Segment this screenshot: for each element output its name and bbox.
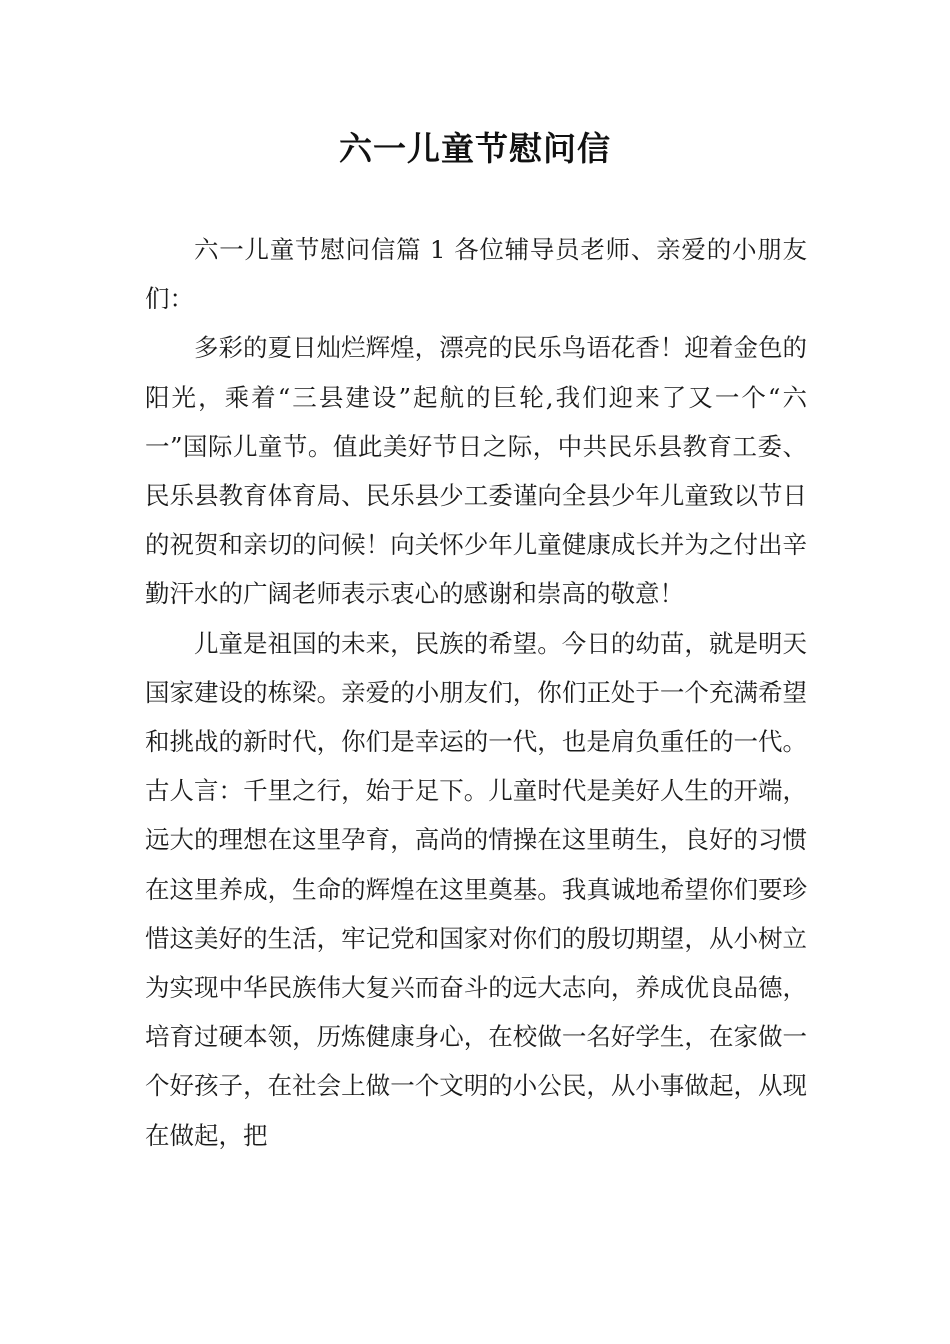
document-title: 六一儿童节慰问信 bbox=[339, 129, 611, 168]
paragraph-hope: 儿童是祖国的未来，民族的希望。今日的幼苗，就是明天国家建设的栋梁。亲爱的小朋友们，你们正处于一个充满希望和挑战的新时代，你们是幸运的一代，也是肩负重任的一代。古人言：千里之行，始于足下。儿童时代是美好人生的开端，远大的理想在这里孕育，高尚的情操在这里萌生，良好的习惯在这里养成，生命的辉煌在这里奠基。我真诚地希望你们要珍惜这美好的生活，牢记党和国家对你们的殷切期望，从小树立为实现中华民族伟大复兴而奋斗的远大志向，养成优良品德，培育过硬本领，历炼健康身心，在校做一名好学生，在家做一个好孩子，在社会上做一个文明的小公民，从小事做起，从现在做起，把 bbox=[145, 628, 807, 1150]
document-body bbox=[145, 225, 807, 1160]
paragraph-salutation: 六一儿童节慰问信篇 1 各位辅导员老师、亲爱的小朋友们： bbox=[145, 235, 807, 314]
paragraph-greeting: 多彩的夏日灿烂辉煌，漂亮的民乐鸟语花香！迎着金色的阳光，乘着“三县建设”起航的巨轮,我们迎来了又一个“六一”国际儿童节。值此美好节日之际，中共民乐县教育工委、民乐县教育体育局、民乐县少工委谨向全县少年儿童致以节日的祝贺和亲切的问候！向关怀少年儿童健康成长并为之付出辛勤汗水的广阔老师表示衷心的感谢和崇高的敬意！ bbox=[145, 333, 807, 609]
